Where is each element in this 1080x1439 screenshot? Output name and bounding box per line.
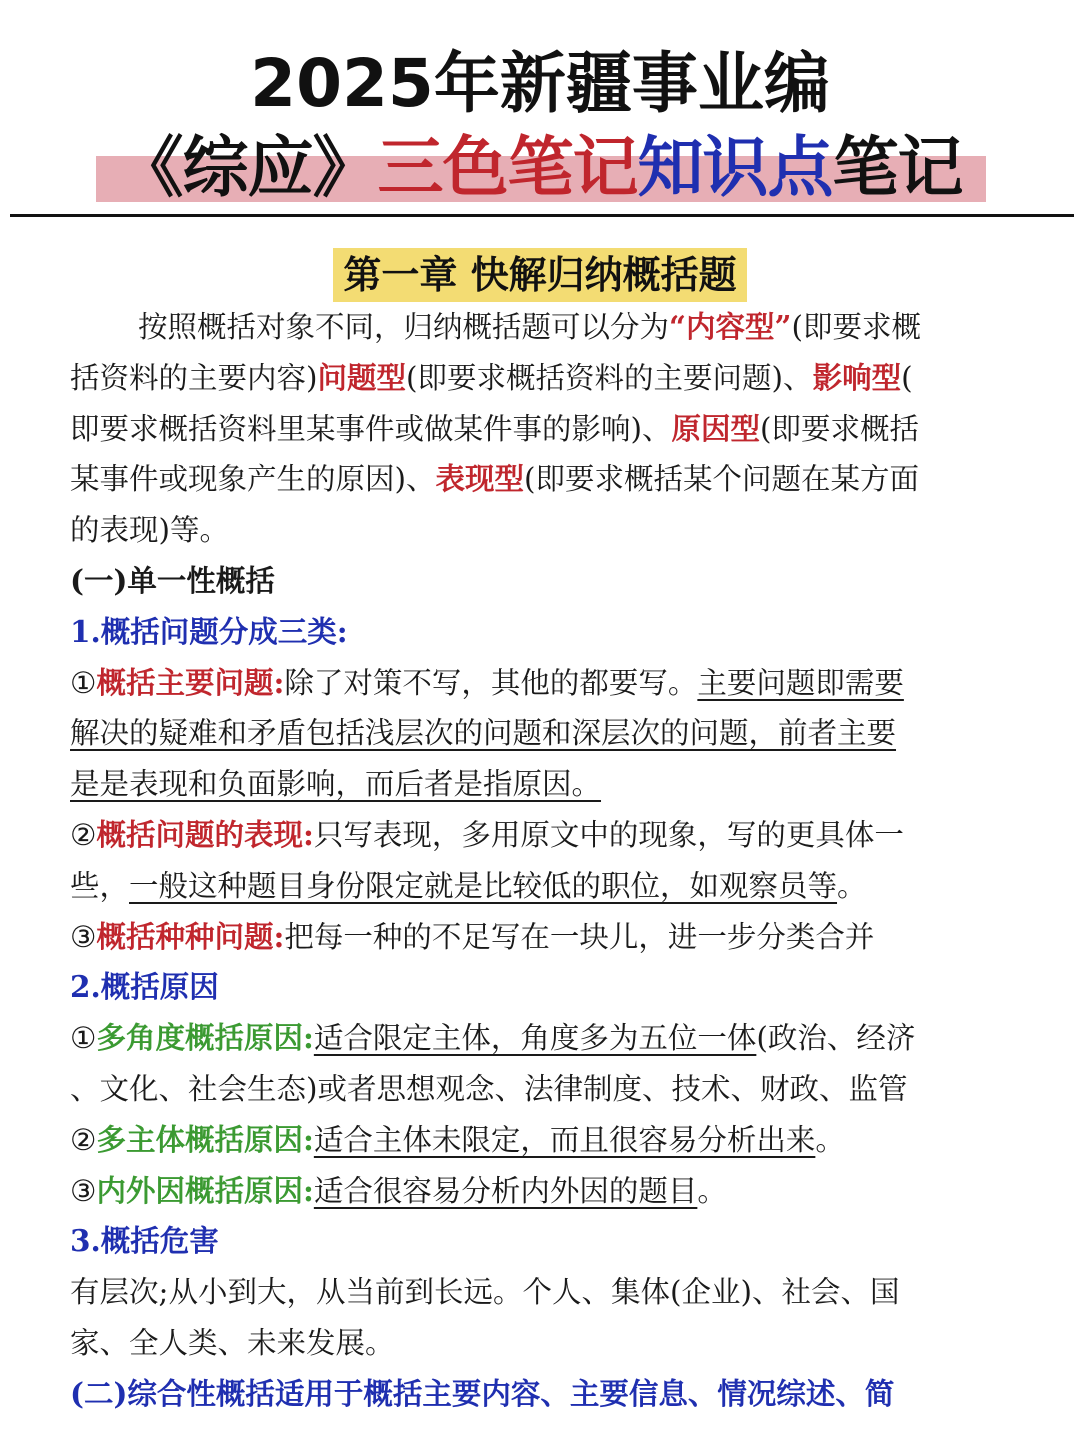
intro-line: 的表现)等。 [70, 513, 230, 548]
list-item: ③概括种种问题:把每一种的不足写在一块儿，进一步分类合并 [70, 918, 875, 954]
paragraph-line: 有层次;从小到大，从当前到长远。个人、集体(企业)、社会、国 [70, 1275, 900, 1310]
list-item-cont: 、文化、社会生态)或者思想观念、法律制度、技术、财政、监管 [70, 1071, 908, 1106]
list-item: ①概括主要问题:除了对策不写，其他的都要写。主要问题即需要 [70, 664, 904, 700]
title-part-notes: 笔记 [832, 129, 963, 206]
title-part-blue: 知识点 [637, 129, 833, 206]
subsection-heading: 3.概括危害 [70, 1223, 219, 1259]
title-divider [10, 214, 1074, 217]
document-body [70, 302, 1045, 1420]
page-title-line1: 2025年新疆事业编 [250, 45, 830, 122]
list-item: ③内外因概括原因:适合很容易分析内外因的题目。 [70, 1172, 727, 1208]
intro-line: 按照概括对象不同，归纳概括题可以分为“内容型”(即要求概 [138, 309, 921, 344]
list-item: ②概括问题的表现:只写表现，多用原文中的现象，写的更具体一 [70, 816, 904, 852]
chapter-heading [0, 248, 1080, 302]
intro-line: 即要求概括资料里某事件或做某件事的影响)、原因型(即要求概括 [70, 410, 920, 446]
title-part-red: 三色笔记 [377, 129, 638, 206]
chapter-title: 第一章 快解归纳概括题 [333, 248, 746, 302]
subsection-heading: 1.概括问题分成三类: [70, 613, 348, 649]
list-item: ②多主体概括原因:适合主体未限定，而且很容易分析出来。 [70, 1121, 845, 1157]
section-heading: (二)综合性概括适用于概括主要内容、主要信息、情况综述、简 [70, 1375, 895, 1411]
list-item-cont: 些，一般这种题目身份限定就是比较低的职位，如观察员等。 [70, 868, 867, 903]
list-item-cont: 解决的疑难和矛盾包括浅层次的问题和深层次的问题，前者主要 [70, 716, 897, 751]
list-item-cont: 是是表现和负面影响，而后者是指原因。 [70, 767, 602, 802]
subsection-heading: 2.概括原因 [70, 969, 219, 1005]
paragraph-line: 家、全人类、未来发展。 [70, 1325, 395, 1360]
intro-line: 括资料的主要内容)问题型(即要求概括资料的主要问题)、影响型( [70, 359, 913, 395]
section-heading: (一)单一性概括 [70, 562, 275, 598]
list-item: ①多角度概括原因:适合限定主体，角度多为五位一体(政治、经济 [70, 1020, 916, 1056]
page-title-line2 [0, 128, 1080, 208]
intro-line: 某事件或现象产生的原因)、表现型(即要求概括某个问题在某方面 [70, 461, 920, 497]
title-part-book: 《综应》 [117, 129, 378, 206]
